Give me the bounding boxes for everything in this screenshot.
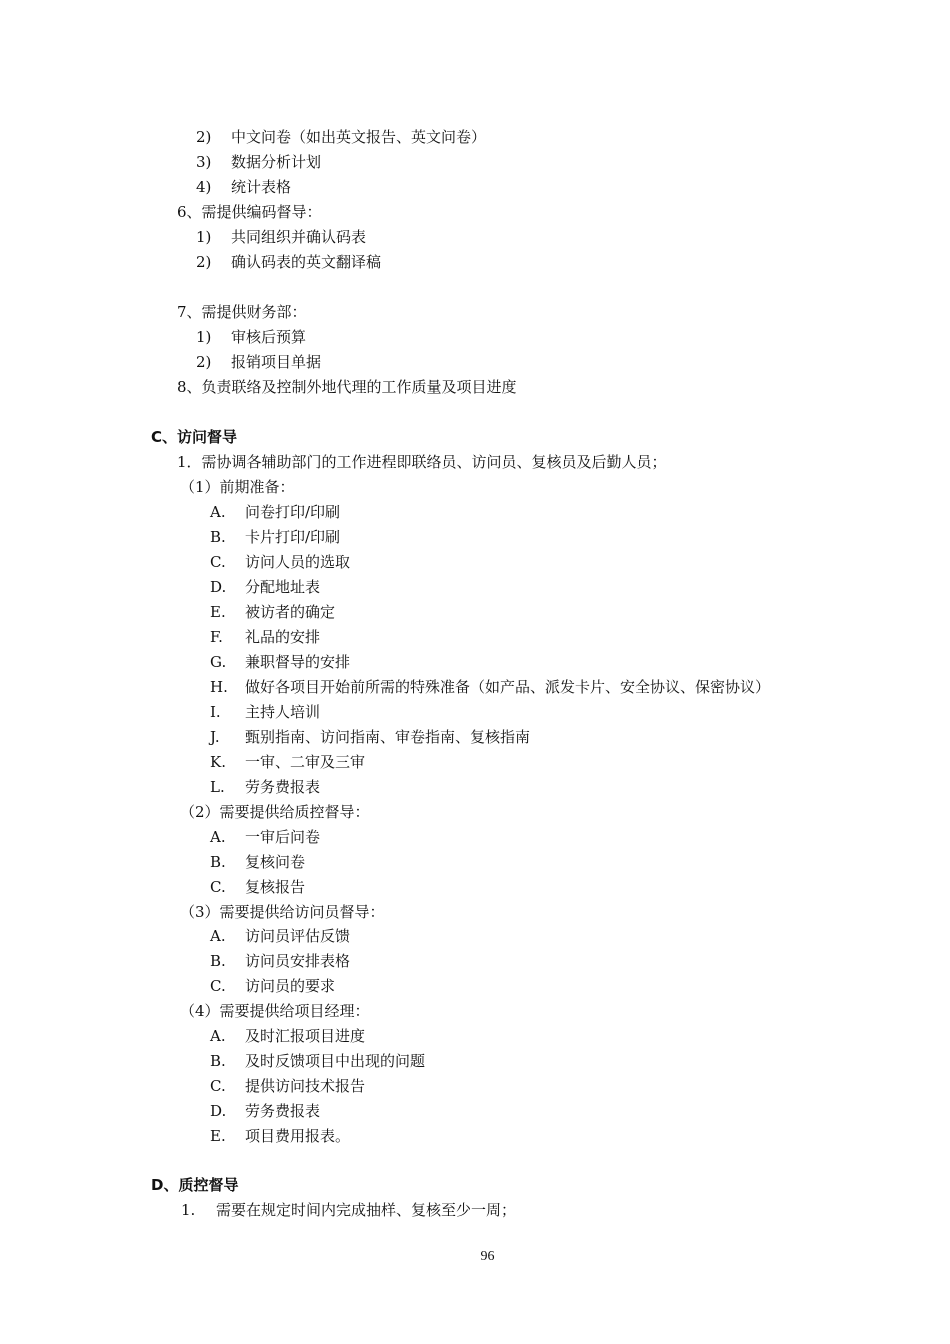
section-heading-c: C、访问督导 <box>151 428 238 446</box>
list-item <box>210 1026 365 1046</box>
list-item <box>210 852 305 872</box>
list-item <box>210 552 350 572</box>
item-letter: B. <box>210 1052 226 1070</box>
item-number: 2) <box>196 353 212 371</box>
item-text: 访问人员的选取 <box>245 553 351 571</box>
item-text: 访问员评估反馈 <box>245 927 351 945</box>
item-letter: A. <box>210 927 226 945</box>
list-item <box>196 352 321 372</box>
list-item <box>210 951 350 971</box>
item-number: 1. <box>181 1201 196 1219</box>
item-text: 数据分析计划 <box>231 153 322 171</box>
list-item <box>196 177 291 197</box>
item-text: 兼职督导的安排 <box>245 653 351 671</box>
list-item <box>210 727 530 747</box>
item-letter: D. <box>210 578 227 596</box>
list-item <box>196 327 306 347</box>
list-item <box>210 827 320 847</box>
item-number: 4) <box>196 178 212 196</box>
item-text: 复核问卷 <box>245 853 306 871</box>
list-item <box>196 227 366 247</box>
item-number: 3) <box>196 153 212 171</box>
item-letter: C. <box>210 1077 226 1095</box>
list-item <box>210 877 305 897</box>
item-letter: D. <box>210 1102 227 1120</box>
item-text: 礼品的安排 <box>245 628 321 646</box>
list-item <box>210 1126 350 1146</box>
list-item <box>210 752 365 772</box>
item-letter: L. <box>210 778 225 796</box>
item-text: 共同组织并确认码表 <box>231 228 367 246</box>
list-item <box>196 127 486 147</box>
item-text: 分配地址表 <box>245 578 321 596</box>
item-text: 一审、二审及三审 <box>245 753 366 771</box>
list-item <box>210 1076 365 1096</box>
list-item <box>210 627 320 647</box>
list-item <box>210 652 350 672</box>
list-item <box>210 1051 425 1071</box>
list-item <box>210 926 350 946</box>
item-text: 做好各项目开始前所需的特殊准备（如产品、派发卡片、安全协议、保密协议） <box>245 678 771 696</box>
item-number: 2) <box>196 128 212 146</box>
list-item <box>210 777 320 797</box>
item-text: 审核后预算 <box>231 328 307 346</box>
item-text: 提供访问技术报告 <box>245 1077 366 1095</box>
list-item <box>210 577 320 597</box>
item-text: 主持人培训 <box>245 703 321 721</box>
item-text: 访问员的要求 <box>245 977 336 995</box>
item-letter: H. <box>210 678 228 696</box>
item-text: 及时反馈项目中出现的问题 <box>245 1052 426 1070</box>
item-text: 问卷打印/印刷 <box>245 503 341 521</box>
numbered-item-7: 7、需提供财务部： <box>177 303 307 321</box>
item-text: 劳务费报表 <box>245 778 321 796</box>
item-letter: A. <box>210 1027 226 1045</box>
item-text: 被访者的确定 <box>245 603 336 621</box>
group-title-2: （2）需要提供给质控督导： <box>180 803 370 821</box>
list-item <box>196 252 381 272</box>
item-text: 访问员安排表格 <box>245 952 351 970</box>
numbered-item-8: 8、负责联络及控制外地代理的工作质量及项目进度 <box>177 378 517 396</box>
item-letter: C. <box>210 977 226 995</box>
list-item <box>210 527 340 547</box>
group-title-3: （3）需要提供给访问员督导： <box>180 903 385 921</box>
item-letter: C. <box>210 878 226 896</box>
section-c-item-1: 1．需协调各辅助部门的工作进程即联络员、访问员、复核员及后勤人员； <box>177 453 667 471</box>
item-text: 甄别指南、访问指南、审卷指南、复核指南 <box>245 728 531 746</box>
item-number: 2) <box>196 253 212 271</box>
item-letter: B. <box>210 528 226 546</box>
item-number: 1) <box>196 328 212 346</box>
item-letter: B. <box>210 952 226 970</box>
item-letter: E. <box>210 1127 226 1145</box>
item-text: 劳务费报表 <box>245 1102 321 1120</box>
item-letter: K. <box>210 753 226 771</box>
item-text: 一审后问卷 <box>245 828 321 846</box>
list-item <box>210 702 320 722</box>
item-letter: C. <box>210 553 226 571</box>
item-letter: E. <box>210 603 226 621</box>
numbered-item-6: 6、需提供编码督导： <box>177 203 322 221</box>
page-number: 96 <box>480 1249 495 1264</box>
list-item <box>210 677 770 697</box>
list-item <box>181 1200 516 1220</box>
item-letter: F. <box>210 628 223 646</box>
list-item <box>210 602 335 622</box>
item-text: 需要在规定时间内完成抽样、复核至少一周； <box>216 1201 517 1219</box>
list-item <box>196 152 321 172</box>
item-text: 统计表格 <box>231 178 292 196</box>
section-heading-d: D、质控督导 <box>151 1176 239 1194</box>
item-letter: A. <box>210 828 226 846</box>
item-letter: I. <box>210 703 221 721</box>
item-text: 中文问卷（如出英文报告、英文问卷） <box>231 128 487 146</box>
item-letter: G. <box>210 653 227 671</box>
item-text: 确认码表的英文翻译稿 <box>231 253 382 271</box>
item-number: 1) <box>196 228 212 246</box>
list-item <box>210 976 335 996</box>
item-text: 及时汇报项目进度 <box>245 1027 366 1045</box>
item-text: 项目费用报表。 <box>245 1127 351 1145</box>
list-item <box>210 502 340 522</box>
item-letter: J. <box>210 728 220 746</box>
item-text: 卡片打印/印刷 <box>245 528 341 546</box>
group-title-4: （4）需要提供给项目经理： <box>180 1002 370 1020</box>
item-letter: A. <box>210 503 226 521</box>
item-letter: B. <box>210 853 226 871</box>
group-title-1: （1）前期准备： <box>180 478 295 496</box>
item-text: 复核报告 <box>245 878 306 896</box>
item-text: 报销项目单据 <box>231 353 322 371</box>
list-item <box>210 1101 320 1121</box>
